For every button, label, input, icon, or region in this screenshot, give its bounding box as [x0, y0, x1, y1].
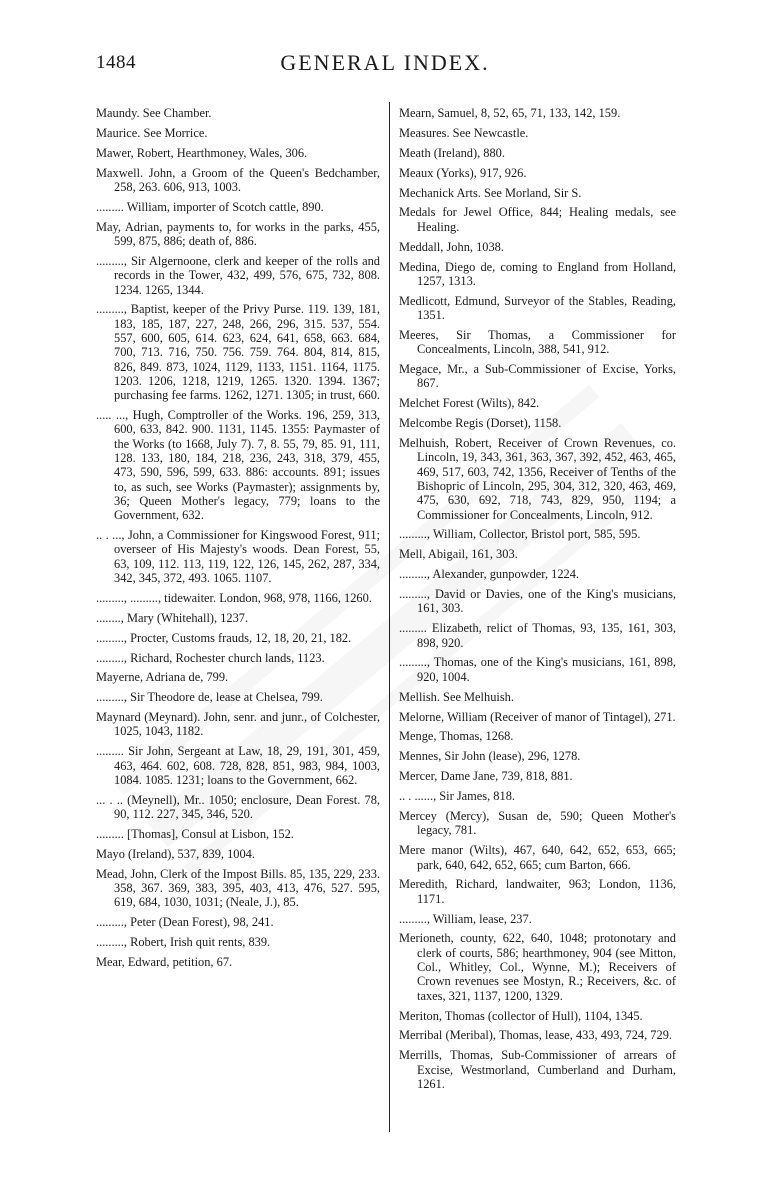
index-entry: Mere manor (Wilts), 467, 640, 642, 652, 653, 665; park, 640, 642, 652, 665; cum Barton, 666. [399, 843, 676, 872]
index-entry: Mearn, Samuel, 8, 52, 65, 71, 133, 142, 159. [399, 106, 621, 120]
index-entry: Meredith, Richard, landwaiter, 963; London, 1136, 1171. [399, 877, 676, 906]
page-number: 1484 [96, 52, 136, 73]
column-divider [389, 102, 390, 1132]
index-entry: ..... ..., Hugh, Comptroller of the Works. 196, 259, 313, 600, 633, 842. 900. 1131, 1145. 1355: Paymaster of the Works (to 1668, July 7). 7, 8. 55, 79, 85. 91, 111, 128. 133, 180, 184, 218, 236, 243, 318, 379, 455, 473, 590, 596, 599, 633. 886: accounts. 891; issues to, as such, see Works (Paymaster); assignments by, 36; Queen Mother's legacy, 779; loans to the Government, 632. [96, 408, 380, 523]
index-entry: Mear, Edward, petition, 67. [96, 955, 233, 970]
index-entry: ........., Sir Algernoone, clerk and keeper of the rolls and records in the Tower, 432, 499, 576, 675, 732, 808. 1234. 1265, 1344. [96, 253, 380, 297]
index-entry: Meddall, John, 1038. [399, 239, 504, 254]
index-entry: Merrills, Thomas, Sub-Commissioner of arrears of Excise, Westmorland, Cumberland and Durham, 1261. [399, 1048, 676, 1091]
index-entry: Meeres, Sir Thomas, a Commissioner for Concealments, Lincoln, 388, 541, 912. [399, 327, 676, 357]
index-entry: ........., Procter, Customs frauds, 12, 18, 20, 21, 182. [96, 630, 352, 645]
index-column-left [96, 106, 380, 975]
index-entry: Melhuish, Robert, Receiver of Crown Revenues, co. Lincoln, 19, 343, 361, 363, 367, 392, 452, 463, 465, 469, 517, 603, 742, 1356, Receiver of Tenths of the Bishopric of Lincoln, 295, 304, 312, 320, 463, 469, 475, 630, 692, 718, 743, 829, 950, 1194; a Commissioner for Concealments, Lincoln, 912. [399, 436, 676, 522]
index-entry: ........., Baptist, keeper of the Privy Purse. 119. 139, 181, 183, 185, 187, 227, 248, 266, 296, 315. 537, 554. 557, 600, 605, 614. 623, 624, 641, 658, 663. 684, 700, 713. 716, 750. 756. 759. 764. 804, 814, 815, 826, 849. 873, 1024, 1129, 1133, 1151. 1164, 1175. 1203. 1206, 1218, 1219, 1265. 1320. 1394. 1367; purchasing fee farms. 1262, 1271. 1305; in trust, 660. [96, 302, 381, 403]
index-entry: Medlicott, Edmund, Surveyor of the Stables, Reading, 1351. [399, 293, 676, 323]
index-entry: .. . ......, Sir James, 818. [399, 789, 515, 804]
index-entry: May, Adrian, payments to, for works in the parks, 455, 599, 875, 886; death of, 886. [96, 219, 380, 249]
index-entry: Meriton, Thomas (collector of Hull), 1104, 1345. [399, 1008, 643, 1023]
index-entry: ......... [Thomas], Consul at Lisbon, 152. [96, 827, 294, 842]
index-entry: Mell, Abigail, 161, 303. [399, 547, 518, 562]
index-entry: Menge, Thomas, 1268. [399, 729, 514, 744]
index-entry: Mayerne, Adriana de, 799. [96, 670, 229, 685]
index-entry: Melchet Forest (Wilts), 842. [399, 396, 540, 411]
index-entry: ........., Thomas, one of the King's musicians, 161, 898, 920, 1004. [399, 655, 676, 684]
running-title: GENERAL INDEX. [280, 50, 490, 75]
index-entry: Maynard (Meynard). John, senr. and junr., of Colchester, 1025, 1043, 1182. [96, 710, 380, 739]
index-entry: Melorne, William (Receiver of manor of Tintagel), 271. [399, 709, 676, 724]
index-entry: .. . ..., John, a Commissioner for Kingswood Forest, 911; overseer of His Majesty's woods. Dean Forest, 55, 63, 109, 112. 113, 119, 122, 126, 145, 262, 287, 334, 342, 345, 372, 493. 1065. 1107. [96, 528, 380, 585]
index-entry: Maxwell. John, a Groom of the Queen's Bedchamber, 258, 263. 606, 913, 1003. [96, 165, 380, 194]
index-entry: Merioneth, county, 622, 640, 1048; protonotary and clerk of courts, 586; hearthmoney, 904 (see Mitton, Col., Whitley, Col., Wynne, M.); Receivers of Crown revenues see Mostyn, R.; Receivers, &c. of taxes, 321, 1137, 1200, 1329. [399, 931, 676, 1003]
index-entry: Mennes, Sir John (lease), 296, 1278. [399, 749, 581, 764]
index-entry: Mercey (Mercy), Susan de, 590; Queen Mother's legacy, 781. [399, 809, 676, 838]
index-entry: Measures. See Newcastle. [399, 125, 529, 140]
index-entry: Merribal (Meribal), Thomas, lease, 433, 493, 724, 729. [399, 1028, 672, 1043]
index-entry: Mayo (Ireland), 537, 839, 1004. [96, 846, 255, 861]
index-entry: ........., William, lease, 237. [399, 911, 532, 926]
index-entry: Maundy. See Chamber. [96, 106, 212, 120]
index-entry: Mawer, Robert, Hearthmoney, Wales, 306. [96, 145, 308, 160]
index-entry: Mellish. See Melhuish. [399, 689, 514, 704]
index-entry: Meaux (Yorks), 917, 926. [399, 165, 527, 180]
index-entry: ......... William, importer of Scotch cattle, 890. [96, 199, 324, 214]
index-entry: ........., Sir Theodore de, lease at Chelsea, 799. [96, 690, 323, 705]
index-entry: ........., ........., tidewaiter. London, 968, 978, 1166, 1260. [96, 590, 372, 605]
index-entry: Medals for Jewel Office, 844; Healing medals, see Healing. [399, 205, 676, 234]
index-entry: ........., David or Davies, one of the King's musicians, 161, 303. [399, 587, 676, 616]
index-entry: Maurice. See Morrice. [96, 125, 208, 140]
index-entry: Melcombe Regis (Dorset), 1158. [399, 416, 562, 431]
index-entry: ........., Robert, Irish quit rents, 839. [96, 935, 271, 950]
index-entry: Mercer, Dame Jane, 739, 818, 881. [399, 769, 573, 784]
index-column-right [399, 106, 676, 1097]
index-entry: ......... Elizabeth, relict of Thomas, 93, 135, 161, 303, 898, 920. [399, 621, 676, 650]
index-entry: ... . .. (Meynell), Mr.. 1050; enclosure, Dean Forest. 78, 90, 112. 227, 345, 346, 520. [96, 792, 380, 822]
index-entry: Mead, John, Clerk of the Impost Bills. 85, 135, 229, 233. 358, 367. 369, 383, 395, 403, 413, 476, 527. 595, 619, 684, 1030, 1031; (Neale, J.), 85. [96, 866, 380, 910]
index-entry: Mechanick Arts. See Morland, Sir S. [399, 185, 582, 200]
index-entry: ........., Alexander, gunpowder, 1224. [399, 567, 580, 582]
index-entry: ......... Sir John, Sergeant at Law, 18, 29, 191, 301, 459, 463, 464. 602, 608. 728, 828, 851, 983, 984, 1003, 1084. 1085. 1231; loans to the Government, 662. [96, 744, 380, 787]
index-entry: ........., Peter (Dean Forest), 98, 241. [96, 915, 274, 930]
index-entry: Megace, Mr., a Sub-Commissioner of Excise, Yorks, 867. [399, 362, 676, 391]
index-entry: Medina, Diego de, coming to England from Holland, 1257, 1313. [399, 259, 676, 288]
index-entry: ........, Mary (Whitehall), 1237. [96, 610, 249, 625]
index-entry: ........., William, Collector, Bristol port, 585, 595. [399, 527, 641, 542]
index-entry: ........., Richard, Rochester church lands, 1123. [96, 650, 325, 665]
index-entry: Meath (Ireland), 880. [399, 145, 505, 160]
